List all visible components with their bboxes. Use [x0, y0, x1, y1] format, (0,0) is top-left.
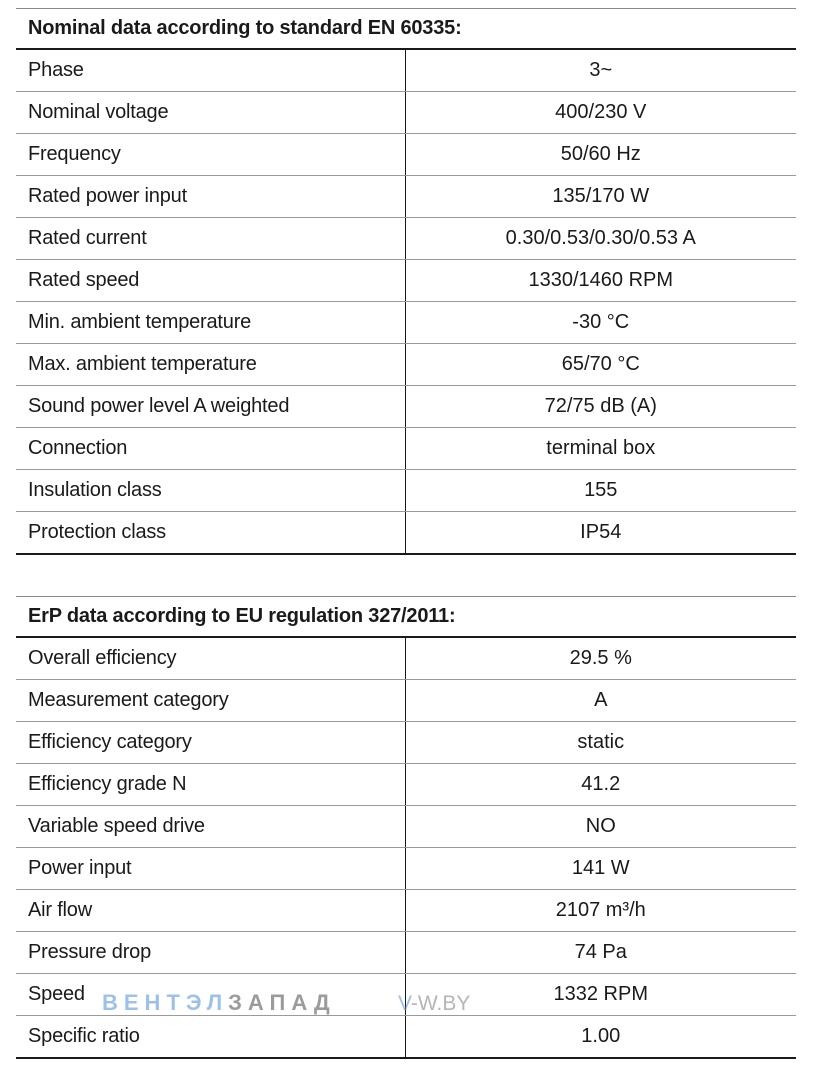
- row-label: Speed: [16, 974, 405, 1016]
- row-label: Variable speed drive: [16, 806, 405, 848]
- row-value: 2107 m³/h: [405, 890, 796, 932]
- nominal-data-table: [16, 50, 796, 555]
- row-value: 50/60 Hz: [405, 134, 796, 176]
- row-label: Overall efficiency: [16, 638, 405, 680]
- row-label: Sound power level A weighted: [16, 386, 405, 428]
- row-label: Insulation class: [16, 470, 405, 512]
- table-row: [16, 260, 796, 302]
- table-row: [16, 50, 796, 92]
- erp-data-title: ErP data according to EU regulation 327/2011:: [16, 596, 796, 638]
- row-label: Connection: [16, 428, 405, 470]
- erp-data-section: [16, 596, 796, 1059]
- row-label: Protection class: [16, 512, 405, 555]
- row-value: 141 W: [405, 848, 796, 890]
- table-row: [16, 344, 796, 386]
- table-row: [16, 680, 796, 722]
- row-value: 29.5 %: [405, 638, 796, 680]
- table-row: [16, 302, 796, 344]
- row-value: static: [405, 722, 796, 764]
- row-label: Specific ratio: [16, 1016, 405, 1059]
- row-value: 1332 RPM: [405, 974, 796, 1016]
- row-value: -30 °C: [405, 302, 796, 344]
- table-row: [16, 428, 796, 470]
- table-row: [16, 1016, 796, 1059]
- table-row: [16, 638, 796, 680]
- row-value: 135/170 W: [405, 176, 796, 218]
- row-value: 74 Pa: [405, 932, 796, 974]
- table-row: [16, 134, 796, 176]
- row-label: Phase: [16, 50, 405, 92]
- table-row: [16, 848, 796, 890]
- row-label: Measurement category: [16, 680, 405, 722]
- row-value: 155: [405, 470, 796, 512]
- watermark-url-part1: V: [398, 992, 411, 1015]
- row-label: Power input: [16, 848, 405, 890]
- row-value: 65/70 °C: [405, 344, 796, 386]
- watermark-brand-part2: ЗАПАД: [228, 990, 336, 1015]
- row-label: Air flow: [16, 890, 405, 932]
- table-row: [16, 890, 796, 932]
- row-value: 1330/1460 RPM: [405, 260, 796, 302]
- table-row: [16, 176, 796, 218]
- row-label: Efficiency category: [16, 722, 405, 764]
- row-label: Nominal voltage: [16, 92, 405, 134]
- row-label: Rated power input: [16, 176, 405, 218]
- table-row: [16, 722, 796, 764]
- nominal-data-title: Nominal data according to standard EN 60335:: [16, 8, 796, 50]
- row-label: Pressure drop: [16, 932, 405, 974]
- nominal-data-section: [16, 8, 796, 555]
- table-row: [16, 512, 796, 555]
- watermark-url-part2: -W.BY: [410, 992, 471, 1015]
- row-value: 1.00: [405, 1016, 796, 1059]
- row-value: terminal box: [405, 428, 796, 470]
- table-row: [16, 218, 796, 260]
- table-row: [16, 92, 796, 134]
- erp-data-table: [16, 638, 796, 1059]
- row-label: Max. ambient temperature: [16, 344, 405, 386]
- row-label: Frequency: [16, 134, 405, 176]
- table-row: [16, 806, 796, 848]
- watermark-brand-part1: ВЕНТЭЛ: [102, 990, 229, 1015]
- row-value: NO: [405, 806, 796, 848]
- row-label: Rated speed: [16, 260, 405, 302]
- table-row: [16, 932, 796, 974]
- table-row: [16, 470, 796, 512]
- table-row: [16, 386, 796, 428]
- row-label: Rated current: [16, 218, 405, 260]
- row-value: 400/230 V: [405, 92, 796, 134]
- table-row: [16, 764, 796, 806]
- row-value: A: [405, 680, 796, 722]
- row-label: Efficiency grade N: [16, 764, 405, 806]
- row-value: 3~: [405, 50, 796, 92]
- row-value: IP54: [405, 512, 796, 555]
- table-row: [16, 974, 796, 1016]
- row-label: Min. ambient temperature: [16, 302, 405, 344]
- row-value: 72/75 dB (A): [405, 386, 796, 428]
- row-value: 41.2: [405, 764, 796, 806]
- row-value: 0.30/0.53/0.30/0.53 A: [405, 218, 796, 260]
